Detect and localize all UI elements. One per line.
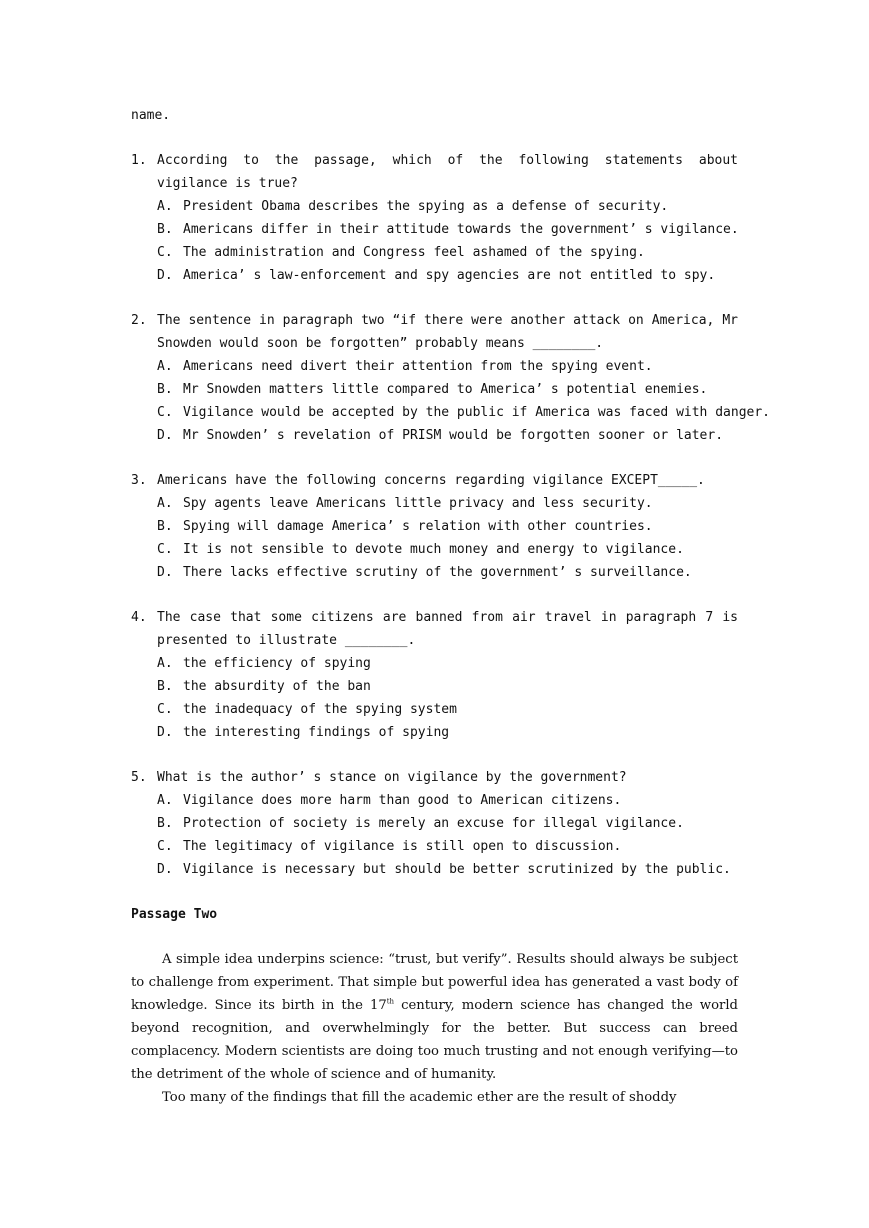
question-number: 2.: [131, 313, 147, 328]
option-text: It is not sensible to devote much money and energy to vigilance.: [183, 542, 684, 557]
option-a: [157, 492, 738, 515]
option-letter: B.: [157, 679, 173, 694]
spacer: [131, 744, 738, 766]
option-letter: B.: [157, 222, 173, 237]
passage-paragraph-1: [131, 948, 738, 1086]
question-2: [131, 309, 770, 447]
option-text: Vigilance would be accepted by the public if America was faced with danger.: [183, 405, 770, 420]
option-text: The legitimacy of vigilance is still open to discussion.: [183, 839, 622, 854]
option-b: [157, 675, 738, 698]
question-text: Americans have the following concerns regarding vigilance EXCEPT_____.: [157, 473, 705, 488]
passage-title: Passage Two: [131, 907, 218, 922]
option-a: [157, 789, 738, 812]
paragraph-text: century, modern science has changed the world beyond recognition, and overwhelmingly for the better. But success can breed complacency. Modern scientists are doing too much trusting and not enough verifying—to the detriment of the whole of science and of humanity.: [131, 998, 738, 1082]
option-letter: D.: [157, 565, 173, 580]
option-c: [157, 698, 738, 721]
option-letter: D.: [157, 862, 173, 877]
option-text: Americans need divert their attention from the spying event.: [183, 359, 653, 374]
option-letter: A.: [157, 359, 173, 374]
option-text: the absurdity of the ban: [183, 679, 371, 694]
option-letter: D.: [157, 268, 173, 283]
option-c: [157, 401, 770, 424]
option-letter: B.: [157, 382, 173, 397]
option-text: Vigilance does more harm than good to American citizens.: [183, 793, 622, 808]
option-text: President Obama describes the spying as a defense of security.: [183, 199, 669, 214]
option-text: Vigilance is necessary but should be better scrutinized by the public.: [183, 862, 731, 877]
option-b: [157, 218, 738, 241]
option-b: [157, 378, 738, 401]
option-letter: C.: [157, 405, 173, 420]
question-3: [131, 469, 738, 584]
option-text: the interesting findings of spying: [183, 725, 450, 740]
option-text: There lacks effective scrutiny of the government’ s surveillance.: [183, 565, 692, 580]
option-d: [157, 561, 738, 584]
question-number: 1.: [131, 153, 147, 168]
option-letter: A.: [157, 793, 173, 808]
option-c: [157, 241, 738, 264]
option-b: [157, 812, 738, 835]
option-letter: D.: [157, 428, 173, 443]
option-letter: A.: [157, 199, 173, 214]
question-text: According to the passage, which of the following statements about vigilance is true?: [157, 153, 738, 191]
option-text: The administration and Congress feel ashamed of the spying.: [183, 245, 645, 260]
passage-paragraph-2: Too many of the findings that fill the academic ether are the result of shoddy: [162, 1090, 677, 1105]
option-b: [157, 515, 738, 538]
option-text: the efficiency of spying: [183, 656, 371, 671]
option-text: Americans differ in their attitude towards the government’ s vigilance.: [183, 222, 739, 237]
document-page: [131, 104, 770, 1109]
question-1: [131, 149, 738, 287]
paragraph-text: A simple idea underpins science: “trust, but verify”. Results should always be subject to challenge from experiment. That simple but powerful idea has generated a vast body of knowledge. Since its birth in the 17: [131, 952, 738, 1013]
intro-text: name.: [131, 108, 171, 123]
option-a: [157, 195, 738, 218]
question-text: The sentence in paragraph two “if there were another attack on America, Mr Snowden would soon be forgotten” probably means ________.: [157, 313, 738, 351]
option-text: Spy agents leave Americans little privacy and less security.: [183, 496, 653, 511]
question-number: 5.: [131, 770, 147, 785]
option-c: [157, 835, 738, 858]
option-text: Mr Snowden matters little compared to America’ s potential enemies.: [183, 382, 708, 397]
option-letter: A.: [157, 656, 173, 671]
spacer: [131, 447, 738, 469]
option-text: Mr Snowden’ s revelation of PRISM would be forgotten sooner or later.: [183, 428, 724, 443]
option-text: Spying will damage America’ s relation with other countries.: [183, 519, 653, 534]
option-letter: C.: [157, 245, 173, 260]
option-letter: B.: [157, 519, 173, 534]
question-4: [131, 606, 738, 744]
option-d: [157, 264, 738, 287]
spacer: [131, 881, 738, 903]
spacer: [131, 287, 738, 309]
option-a: [157, 652, 738, 675]
option-letter: A.: [157, 496, 173, 511]
option-text: Protection of society is merely an excuse for illegal vigilance.: [183, 816, 684, 831]
option-d: [157, 858, 738, 881]
question-text: The case that some citizens are banned from air travel in paragraph 7 is presented to illustrate ________.: [157, 610, 738, 648]
option-a: [157, 355, 738, 378]
question-5: [131, 766, 738, 881]
question-number: 3.: [131, 473, 147, 488]
option-d: [157, 424, 738, 447]
option-letter: C.: [157, 542, 173, 557]
question-number: 4.: [131, 610, 147, 625]
spacer: [131, 926, 738, 948]
question-text: What is the author’ s stance on vigilance by the government?: [157, 770, 627, 785]
option-text: America’ s law-enforcement and spy agencies are not entitled to spy.: [183, 268, 716, 283]
option-d: [157, 721, 738, 744]
option-letter: D.: [157, 725, 173, 740]
spacer: [131, 127, 738, 149]
option-letter: B.: [157, 816, 173, 831]
option-c: [157, 538, 738, 561]
spacer: [131, 584, 738, 606]
option-letter: C.: [157, 839, 173, 854]
option-letter: C.: [157, 702, 173, 717]
ordinal-superscript: th: [386, 997, 395, 1006]
option-text: the inadequacy of the spying system: [183, 702, 457, 717]
